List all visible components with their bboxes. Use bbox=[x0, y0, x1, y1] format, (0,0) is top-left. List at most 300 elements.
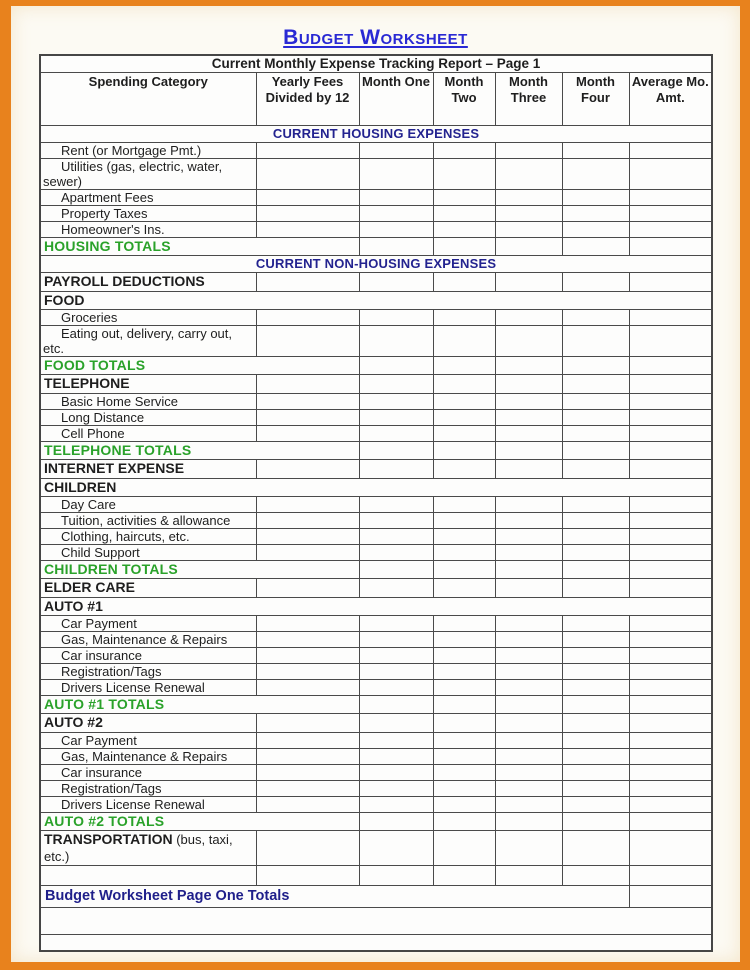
row-label: Car Payment bbox=[61, 733, 137, 748]
cell-value bbox=[495, 206, 562, 222]
row-label: AUTO #2 bbox=[44, 714, 103, 730]
row-label: Car insurance bbox=[61, 765, 142, 780]
row-payroll-deductions bbox=[40, 273, 712, 292]
cell-value bbox=[629, 375, 712, 394]
cell-value bbox=[256, 831, 359, 866]
row-car-insurance bbox=[40, 765, 712, 781]
row-label: CURRENT NON-HOUSING EXPENSES bbox=[255, 256, 497, 271]
cell-value bbox=[256, 460, 359, 479]
row-registration-tags bbox=[40, 781, 712, 797]
cell-value bbox=[562, 206, 629, 222]
cell-label-empty bbox=[40, 908, 712, 935]
row-internet-expense bbox=[40, 460, 712, 479]
cell-value bbox=[629, 143, 712, 159]
row-child-support bbox=[40, 545, 712, 561]
cell-label-food-totals bbox=[40, 357, 359, 375]
cell-value bbox=[359, 648, 433, 664]
cell-label-clothing-haircuts-etc bbox=[40, 529, 256, 545]
row-auto-1-totals bbox=[40, 696, 712, 714]
row-car-insurance bbox=[40, 648, 712, 664]
cell-value bbox=[495, 375, 562, 394]
cell-value bbox=[562, 410, 629, 426]
cell-value bbox=[495, 159, 562, 190]
column-header-4: Month Two bbox=[433, 73, 495, 126]
cell-value bbox=[359, 497, 433, 513]
cell-value bbox=[495, 442, 562, 460]
row-label: Clothing, haircuts, etc. bbox=[61, 529, 190, 544]
cell-value bbox=[359, 866, 433, 886]
cell-value bbox=[433, 831, 495, 866]
cell-value bbox=[495, 222, 562, 238]
row-telephone bbox=[40, 375, 712, 394]
cell-value bbox=[495, 680, 562, 696]
row-label: TRANSPORTATION bbox=[44, 831, 173, 847]
row-label: Car insurance bbox=[61, 648, 142, 663]
cell-value bbox=[562, 680, 629, 696]
cell-label-registration-tags bbox=[40, 781, 256, 797]
cell-label-cell-phone bbox=[40, 426, 256, 442]
cell-value bbox=[629, 632, 712, 648]
cell-value bbox=[433, 143, 495, 159]
column-header-5: Month Three bbox=[495, 73, 562, 126]
cell-value bbox=[562, 442, 629, 460]
cell-value bbox=[495, 190, 562, 206]
cell-value bbox=[433, 781, 495, 797]
cell-value bbox=[256, 616, 359, 632]
row-basic-home-service bbox=[40, 394, 712, 410]
row-label: Property Taxes bbox=[61, 206, 148, 221]
cell-value bbox=[433, 664, 495, 680]
cell-value bbox=[433, 749, 495, 765]
column-header-3: Month One bbox=[359, 73, 433, 126]
cell-value bbox=[359, 696, 433, 714]
row-label: Budget Worksheet Page One Totals bbox=[45, 888, 290, 904]
cell-value bbox=[562, 664, 629, 680]
cell-value bbox=[495, 357, 562, 375]
cell-value bbox=[495, 143, 562, 159]
cell-value bbox=[629, 561, 712, 579]
cell-value bbox=[629, 579, 712, 598]
cell-value bbox=[433, 442, 495, 460]
cell-label-child-support bbox=[40, 545, 256, 561]
row-label: Apartment Fees bbox=[61, 190, 154, 205]
row-housing-totals bbox=[40, 238, 712, 256]
cell-value bbox=[256, 765, 359, 781]
cell-value bbox=[433, 159, 495, 190]
cell-value bbox=[495, 714, 562, 733]
cell-label-current-housing-expenses bbox=[40, 126, 712, 143]
cell-value bbox=[256, 222, 359, 238]
row-label: Long Distance bbox=[61, 410, 145, 425]
cell-label-children-totals bbox=[40, 561, 359, 579]
cell-label-drivers-license-renewal bbox=[40, 680, 256, 696]
cell-value bbox=[433, 632, 495, 648]
report-title: Current Monthly Expense Tracking Report – Page 1 bbox=[40, 55, 712, 73]
cell-value bbox=[256, 579, 359, 598]
row-cell-phone bbox=[40, 426, 712, 442]
cell-value bbox=[562, 426, 629, 442]
cell-value bbox=[562, 143, 629, 159]
row-day-care bbox=[40, 497, 712, 513]
cell-label-auto-1-totals bbox=[40, 696, 359, 714]
cell-value bbox=[359, 513, 433, 529]
cell-value bbox=[629, 310, 712, 326]
cell-label-groceries bbox=[40, 310, 256, 326]
cell-label-telephone-totals bbox=[40, 442, 359, 460]
cell-value bbox=[256, 714, 359, 733]
cell-value bbox=[562, 749, 629, 765]
cell-value bbox=[562, 714, 629, 733]
cell-label-apartment-fees bbox=[40, 190, 256, 206]
cell-value bbox=[433, 326, 495, 357]
cell-value bbox=[562, 273, 629, 292]
cell-value bbox=[256, 497, 359, 513]
cell-label-day-care bbox=[40, 497, 256, 513]
cell-value bbox=[495, 632, 562, 648]
cell-label-gas-maintenance-repairs bbox=[40, 632, 256, 648]
cell-value bbox=[562, 394, 629, 410]
column-header-1: Spending Category bbox=[40, 73, 256, 126]
cell-value bbox=[256, 143, 359, 159]
cell-value bbox=[495, 273, 562, 292]
cell-value bbox=[256, 426, 359, 442]
cell-value bbox=[433, 357, 495, 375]
cell-value bbox=[256, 866, 359, 886]
cell-value bbox=[495, 664, 562, 680]
cell-value bbox=[256, 326, 359, 357]
row-rent-or-mortgage-pmt bbox=[40, 143, 712, 159]
cell-value bbox=[562, 238, 629, 256]
row-long-distance bbox=[40, 410, 712, 426]
row-label: Drivers License Renewal bbox=[61, 797, 205, 812]
row-label: Groceries bbox=[61, 310, 118, 325]
cell-value bbox=[433, 394, 495, 410]
cell-value bbox=[256, 648, 359, 664]
cell-value bbox=[433, 866, 495, 886]
cell-label-empty bbox=[40, 935, 712, 951]
cell-value bbox=[629, 273, 712, 292]
cell-value bbox=[629, 696, 712, 714]
cell-value bbox=[495, 579, 562, 598]
cell-value bbox=[629, 831, 712, 866]
row-label: CHILDREN TOTALS bbox=[44, 561, 178, 577]
row-gas-maintenance-repairs bbox=[40, 632, 712, 648]
cell-label-gas-maintenance-repairs bbox=[40, 749, 256, 765]
row-label: CURRENT HOUSING EXPENSES bbox=[272, 126, 480, 141]
cell-value bbox=[629, 813, 712, 831]
cell-value bbox=[359, 222, 433, 238]
cell-value bbox=[629, 222, 712, 238]
cell-label-elder-care bbox=[40, 579, 256, 598]
cell-value bbox=[359, 357, 433, 375]
row-food bbox=[40, 292, 712, 310]
cell-value bbox=[562, 781, 629, 797]
row-children-totals bbox=[40, 561, 712, 579]
cell-value bbox=[629, 616, 712, 632]
cell-value bbox=[495, 238, 562, 256]
cell-value bbox=[562, 579, 629, 598]
row-empty-full bbox=[40, 935, 712, 951]
cell-value bbox=[359, 206, 433, 222]
cell-value bbox=[629, 749, 712, 765]
cell-value bbox=[629, 206, 712, 222]
cell-value bbox=[495, 749, 562, 765]
cell-value bbox=[433, 206, 495, 222]
cell-label-drivers-license-renewal bbox=[40, 797, 256, 813]
page-title: Budget Worksheet bbox=[283, 26, 468, 49]
cell-value bbox=[562, 159, 629, 190]
row-label: Day Care bbox=[61, 497, 116, 512]
cell-value bbox=[562, 460, 629, 479]
cell-value bbox=[359, 781, 433, 797]
row-auto-2-totals bbox=[40, 813, 712, 831]
column-header-7: Average Mo. Amt. bbox=[629, 73, 712, 126]
column-header-2: Yearly Fees Divided by 12 bbox=[256, 73, 359, 126]
cell-value bbox=[359, 375, 433, 394]
budget-worksheet-table bbox=[39, 54, 713, 952]
cell-label-auto-1 bbox=[40, 598, 712, 616]
cell-label-eating-out-delivery-carry-out-etc bbox=[40, 326, 256, 357]
cell-value bbox=[359, 190, 433, 206]
cell-value bbox=[629, 460, 712, 479]
row-label: Registration/Tags bbox=[61, 781, 162, 796]
row-label: Eating out, delivery, carry out, etc. bbox=[43, 326, 233, 356]
row-empty-full bbox=[40, 908, 712, 935]
row-telephone-totals bbox=[40, 442, 712, 460]
cell-label-telephone bbox=[40, 375, 256, 394]
cell-value bbox=[562, 632, 629, 648]
cell-value bbox=[495, 813, 562, 831]
cell-value bbox=[495, 513, 562, 529]
cell-value bbox=[359, 579, 433, 598]
cell-value bbox=[629, 648, 712, 664]
cell-label-payroll-deductions bbox=[40, 273, 256, 292]
row-auto-2 bbox=[40, 714, 712, 733]
cell-value bbox=[359, 632, 433, 648]
cell-value bbox=[359, 238, 433, 256]
cell-value bbox=[495, 561, 562, 579]
cell-label-children bbox=[40, 479, 712, 497]
cell-value bbox=[256, 310, 359, 326]
cell-value bbox=[433, 733, 495, 749]
cell-value bbox=[359, 159, 433, 190]
cell-value bbox=[256, 513, 359, 529]
cell-value bbox=[562, 545, 629, 561]
row-current-non-housing-expenses bbox=[40, 256, 712, 273]
cell-value bbox=[359, 273, 433, 292]
cell-label-car-payment bbox=[40, 616, 256, 632]
cell-value bbox=[433, 222, 495, 238]
cell-value bbox=[359, 410, 433, 426]
cell-value bbox=[359, 545, 433, 561]
column-header-row bbox=[40, 73, 712, 126]
cell-value bbox=[359, 442, 433, 460]
cell-value bbox=[629, 765, 712, 781]
cell-value bbox=[359, 326, 433, 357]
cell-value bbox=[433, 561, 495, 579]
cell-label-utilities-gas-electric-water-sewer bbox=[40, 159, 256, 190]
cell-value bbox=[433, 529, 495, 545]
cell-value bbox=[495, 545, 562, 561]
cell-value bbox=[495, 648, 562, 664]
cell-value bbox=[495, 831, 562, 866]
cell-value bbox=[359, 733, 433, 749]
cell-value bbox=[359, 143, 433, 159]
row-drivers-license-renewal bbox=[40, 680, 712, 696]
cell-label-car-insurance bbox=[40, 648, 256, 664]
row-empty-cells bbox=[40, 866, 712, 886]
cell-label-transportation bbox=[40, 831, 256, 866]
cell-value bbox=[629, 513, 712, 529]
cell-value bbox=[629, 781, 712, 797]
cell-value bbox=[433, 616, 495, 632]
cell-value bbox=[562, 866, 629, 886]
cell-label-registration-tags bbox=[40, 664, 256, 680]
row-utilities-gas-electric-water-sewer bbox=[40, 159, 712, 190]
cell-label-auto-2 bbox=[40, 714, 256, 733]
cell-value bbox=[359, 664, 433, 680]
row-label: HOUSING TOTALS bbox=[44, 238, 171, 254]
cell-label-car-payment bbox=[40, 733, 256, 749]
cell-value bbox=[433, 648, 495, 664]
row-car-payment bbox=[40, 733, 712, 749]
cell-value bbox=[495, 529, 562, 545]
cell-value bbox=[256, 797, 359, 813]
cell-label-current-non-housing-expenses bbox=[40, 256, 712, 273]
cell-value bbox=[359, 529, 433, 545]
cell-value bbox=[629, 886, 712, 908]
cell-value bbox=[629, 357, 712, 375]
row-food-totals bbox=[40, 357, 712, 375]
cell-value bbox=[359, 749, 433, 765]
cell-value bbox=[495, 460, 562, 479]
row-label: PAYROLL DEDUCTIONS bbox=[44, 273, 205, 289]
row-transportation bbox=[40, 831, 712, 866]
cell-value bbox=[629, 326, 712, 357]
cell-value bbox=[562, 765, 629, 781]
cell-value bbox=[495, 410, 562, 426]
cell-value bbox=[562, 190, 629, 206]
cell-label-car-insurance bbox=[40, 765, 256, 781]
cell-value bbox=[433, 460, 495, 479]
row-label: Registration/Tags bbox=[61, 664, 162, 679]
cell-value bbox=[433, 238, 495, 256]
row-elder-care bbox=[40, 579, 712, 598]
row-label: Drivers License Renewal bbox=[61, 680, 205, 695]
cell-value bbox=[256, 375, 359, 394]
cell-value bbox=[629, 545, 712, 561]
row-label: CHILDREN bbox=[44, 479, 117, 495]
cell-value bbox=[562, 513, 629, 529]
row-registration-tags bbox=[40, 664, 712, 680]
row-label: Basic Home Service bbox=[61, 394, 179, 409]
cell-value bbox=[629, 797, 712, 813]
cell-value bbox=[629, 733, 712, 749]
cell-value bbox=[562, 733, 629, 749]
row-label: Child Support bbox=[61, 545, 140, 560]
cell-value bbox=[433, 310, 495, 326]
cell-value bbox=[433, 375, 495, 394]
cell-value bbox=[629, 159, 712, 190]
row-label: TELEPHONE bbox=[44, 375, 130, 391]
row-label: Car Payment bbox=[61, 616, 137, 631]
cell-label-long-distance bbox=[40, 410, 256, 426]
row-label: AUTO #1 TOTALS bbox=[44, 696, 165, 712]
row-children bbox=[40, 479, 712, 497]
cell-value bbox=[495, 733, 562, 749]
cell-value bbox=[433, 190, 495, 206]
cell-value bbox=[495, 696, 562, 714]
cell-value bbox=[629, 394, 712, 410]
cell-value bbox=[433, 696, 495, 714]
row-groceries bbox=[40, 310, 712, 326]
cell-label-property-taxes bbox=[40, 206, 256, 222]
cell-value bbox=[495, 310, 562, 326]
cell-value bbox=[629, 190, 712, 206]
cell-value bbox=[495, 797, 562, 813]
cell-value bbox=[359, 394, 433, 410]
cell-value bbox=[256, 749, 359, 765]
cell-value bbox=[562, 561, 629, 579]
row-auto-1 bbox=[40, 598, 712, 616]
cell-value bbox=[433, 680, 495, 696]
cell-value bbox=[562, 375, 629, 394]
row-label: ELDER CARE bbox=[44, 579, 136, 595]
row-label: Gas, Maintenance & Repairs bbox=[61, 749, 228, 764]
row-label: Utilities (gas, electric, water, sewer) bbox=[43, 159, 223, 189]
row-label: FOOD TOTALS bbox=[44, 357, 146, 373]
cell-value bbox=[433, 714, 495, 733]
cell-value bbox=[562, 529, 629, 545]
row-car-payment bbox=[40, 616, 712, 632]
cell-value bbox=[359, 426, 433, 442]
cell-value bbox=[495, 765, 562, 781]
cell-value bbox=[359, 561, 433, 579]
cell-value bbox=[433, 410, 495, 426]
cell-value bbox=[433, 426, 495, 442]
cell-value bbox=[562, 797, 629, 813]
row-label-suffix: (bus, taxi, etc.) bbox=[44, 832, 233, 864]
cell-value bbox=[433, 545, 495, 561]
cell-value bbox=[256, 545, 359, 561]
row-label: INTERNET EXPENSE bbox=[44, 460, 185, 476]
cell-value bbox=[562, 813, 629, 831]
row-drivers-license-renewal bbox=[40, 797, 712, 813]
cell-value bbox=[256, 733, 359, 749]
cell-label-internet-expense bbox=[40, 460, 256, 479]
cell-value bbox=[256, 190, 359, 206]
cell-value bbox=[495, 326, 562, 357]
row-label: Gas, Maintenance & Repairs bbox=[61, 632, 228, 647]
cell-value bbox=[495, 866, 562, 886]
cell-label-homeowner-s-ins bbox=[40, 222, 256, 238]
cell-value bbox=[629, 238, 712, 256]
cell-value bbox=[359, 310, 433, 326]
cell-value bbox=[562, 326, 629, 357]
cell-value bbox=[629, 442, 712, 460]
row-homeowner-s-ins bbox=[40, 222, 712, 238]
report-title-row bbox=[40, 55, 712, 73]
cell-value bbox=[359, 831, 433, 866]
cell-value bbox=[562, 497, 629, 513]
cell-value bbox=[433, 797, 495, 813]
row-clothing-haircuts-etc bbox=[40, 529, 712, 545]
cell-value bbox=[495, 426, 562, 442]
cell-value bbox=[562, 696, 629, 714]
row-label: Tuition, activities & allowance bbox=[61, 513, 231, 528]
cell-value bbox=[562, 357, 629, 375]
row-label: TELEPHONE TOTALS bbox=[44, 442, 192, 458]
